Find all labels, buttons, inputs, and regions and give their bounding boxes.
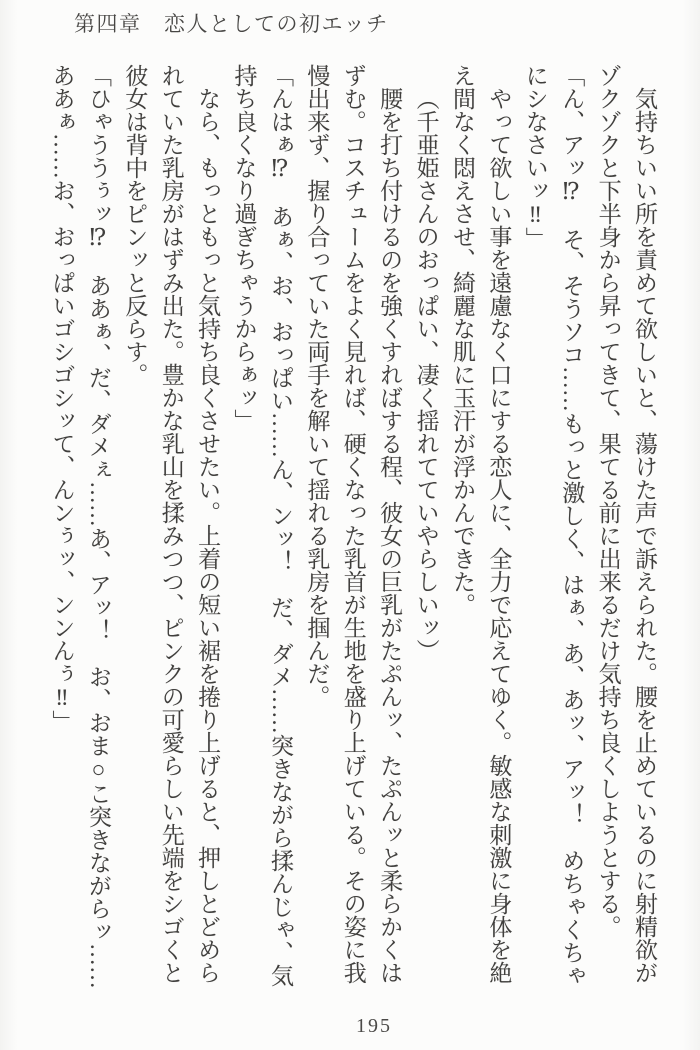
body-paragraph: （千亜姫さんのおっぱい、凄く揺れてていやらしいッ）	[413, 87, 439, 662]
body-paragraph: やって欲しい事を遠慮なく口にする恋人に、全力で応えてゆく。敏感な刺激に身体を絶え間なく悶えさせ、綺麗な肌に玉汗が浮かんできた。	[449, 64, 512, 984]
page-number: 195	[356, 1015, 392, 1037]
chapter-header: 第四章 恋人としての初エッチ	[74, 12, 389, 36]
body-paragraph: 「ん、アッ⁉ そ、そうソコ……もっと激しく、はぁ、あ、あッ、アッ！ めちゃくちゃにシなさいッ‼」	[522, 64, 585, 987]
body-paragraph: 「ひゃううぅッ⁉ ああぁ、だ、ダメぇ……あ、アッ！ お、おま○こ突きながらッ……ああぁ……お、おっぱいゴシゴシッて、んンぅッ、ンンんぅ‼」	[49, 64, 111, 989]
body-paragraph: 気持ちいい所を責めて欲しいと、蕩けた声で訴えられた。腰を止めているのに射精欲がゾクゾクと下半身から昇ってきて、果てる前に出来るだけ気持ち良くしようとする。	[595, 64, 657, 984]
body-paragraph: なら、もっともっと気持ち良くさせたい。上着の短い裾を捲り上げると、押しとどめられていた乳房がはずみ出た。豊かな乳山を揉みつつ、ピンクの可愛らしい先端をシゴくと彼女は背中をピンッと反らす。	[122, 64, 221, 984]
body-text	[40, 64, 662, 992]
body-paragraph: 「んはぁ⁉ あぁ、お、おっぱい……ん、ンッ！ だ、ダメ……突きながら揉んじゃ、気持ち良くなり過ぎちゃうからぁッ」	[231, 64, 293, 987]
body-paragraph: 腰を打ち付けるのを強くすればする程、彼女の巨乳がたぷんッ、たぷんッと柔らかくはずむ。コスチュームをよく見れば、硬くなった乳首が生地を盛り上げている。その姿に我慢出来ず、握り合っていた両手を解いて揺れる乳房を掴んだ。	[304, 64, 403, 984]
